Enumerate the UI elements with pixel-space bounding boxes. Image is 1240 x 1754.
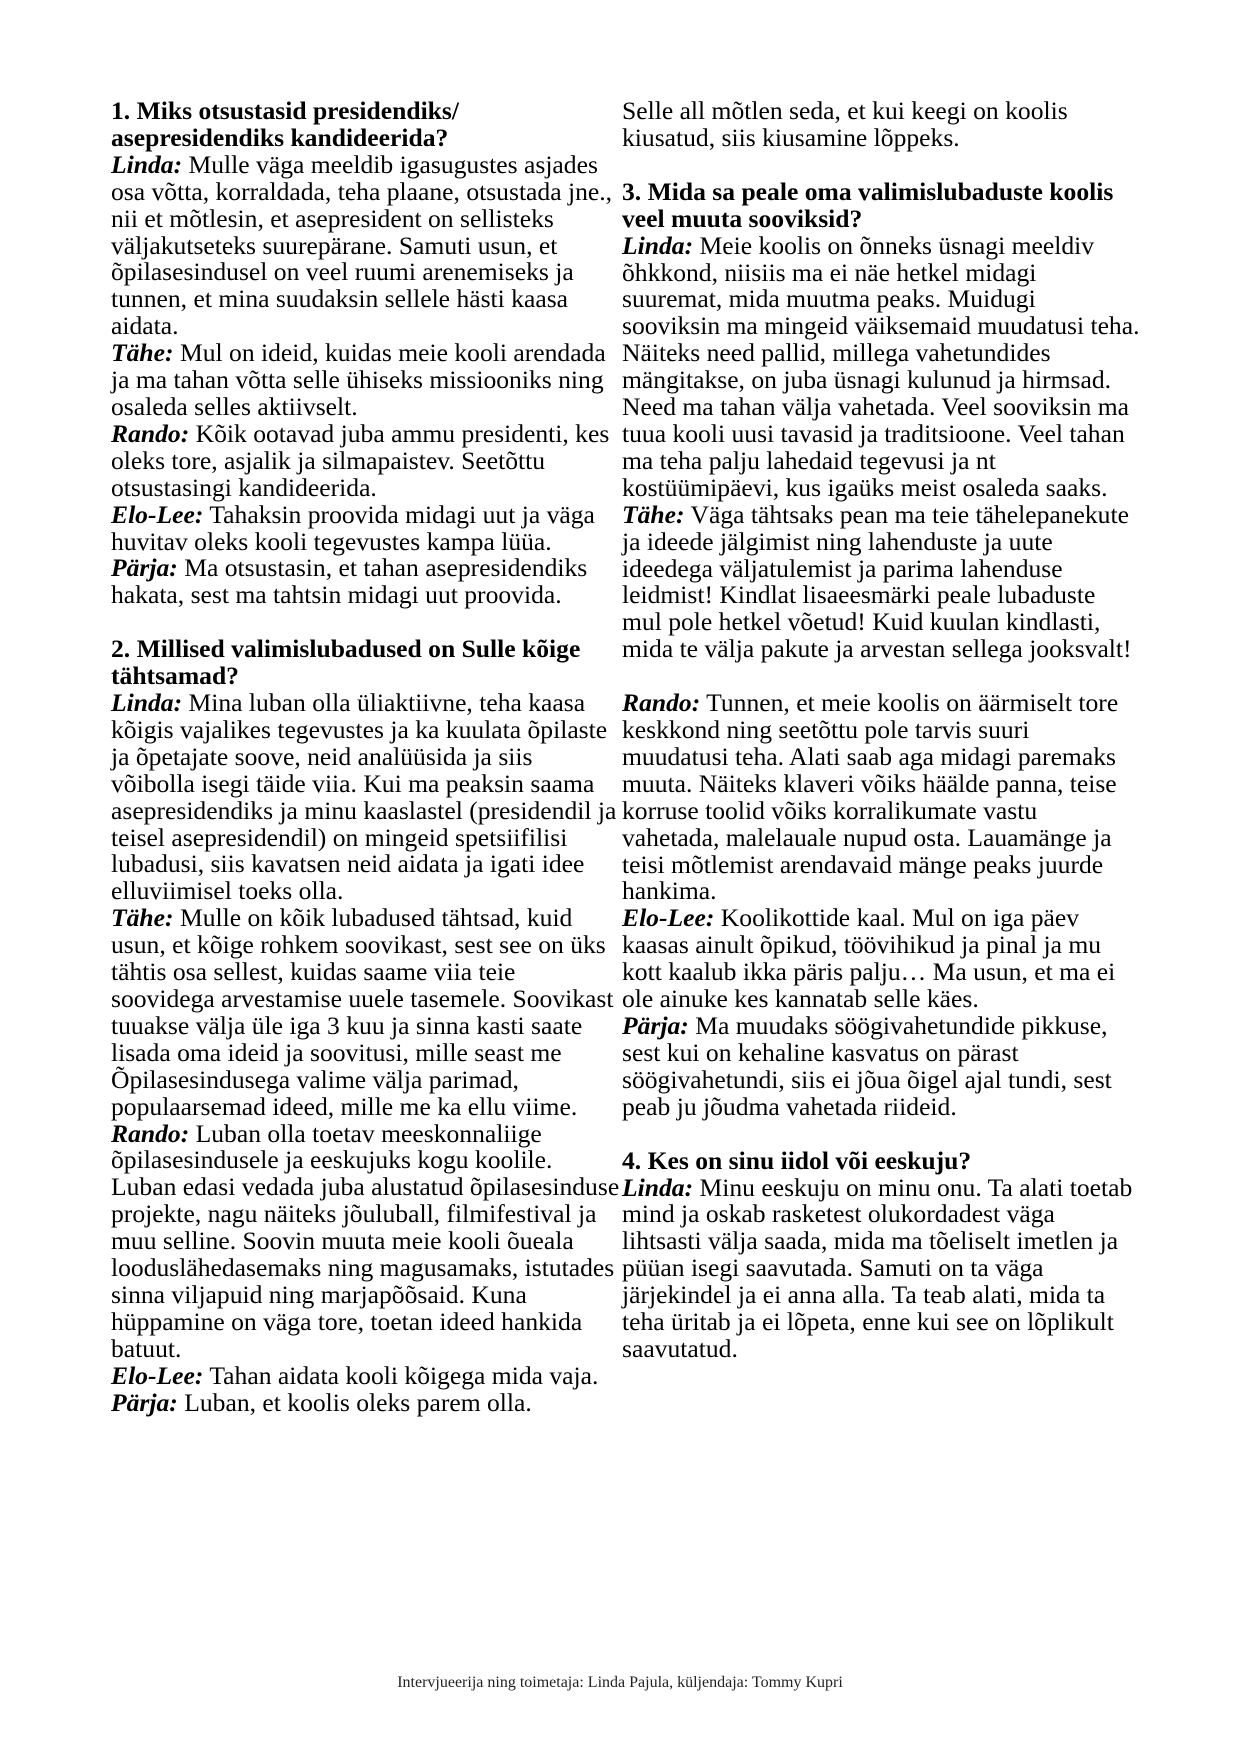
- speaker-name: Linda:: [622, 1172, 694, 1202]
- answer-q3-tahe: [622, 499, 1140, 664]
- answer-text: Ma muudaks söögivahetundide pikkuse, sest kui on kehaline kasvatus on pärast söögivahetundi, siis ei jõua õigel ajal tundi, sest peab ju jõudma vahetada riideid.: [622, 1011, 1112, 1121]
- right-column: [622, 98, 1140, 1363]
- answer-q1-parja: [111, 555, 620, 609]
- answer-text: Tahaksin proovida midagi uut ja väga huvitav oleks kooli tegevustes kampa lüüa.: [111, 499, 595, 556]
- question-4-heading: 4. Kes on sinu iidol või eeskuju?: [622, 1145, 972, 1175]
- answer-q3-elo-lee: [622, 905, 1140, 1013]
- answer-q4-linda: [622, 1172, 1140, 1363]
- answer-text: Ma otsustasin, et tahan asepresidendiks hakata, sest ma tahtsin midagi uut proovida.: [111, 553, 588, 610]
- answer-q1-linda: [111, 149, 620, 341]
- answer-q1-tahe: [111, 340, 620, 421]
- speaker-name: Rando:: [622, 688, 701, 718]
- speaker-name: Tähe:: [111, 338, 174, 368]
- answer-q2-rando: [111, 1118, 620, 1363]
- answer-q2-parja-continued: Selle all mõtlen seda, et kui keegi on koolis kiusatud, siis kiusamine lõppeks.: [622, 96, 1068, 152]
- speaker-name: Linda:: [622, 230, 694, 260]
- answer-text: Mina luban olla üliaktiivne, teha kaasa kõigis vajalikes tegevustes ja ka kuulata õpilaste ja õpetajate soove, neid analüüsida ja siis võibolla isegi täide viia. Kui ma peaksin saama asepresidendiks ja minu kaaslastel (presidendil ja teisel asepresidendil) on mingeid spetsiifilisi lubadusi, siis kavatsen neid aidata ja igati idee elluviimisel toeks olla.: [111, 688, 617, 906]
- spacer: [622, 663, 1140, 690]
- answer-q1-rando: [111, 418, 620, 502]
- page-footer: Intervjueerija ning toimetaja: Linda Pajula, küljendaja: Tommy Kupri: [397, 1674, 843, 1691]
- answer-text: Mul on ideid, kuidas meie kooli arendada ja ma tahan võtta selle ühiseks missiooniks ning osaleda selles aktiivselt.: [111, 338, 606, 421]
- spacer: [622, 1121, 1140, 1148]
- answer-q2-linda: [111, 690, 620, 905]
- left-column: [111, 98, 620, 1417]
- answer-text: Mulle väga meeldib igasugustes asjades osa võtta, korraldada, teha plaane, otsustada jne., nii et mõtlesin, et asepresident on sellisteks väljakutseteks suurepärane. Samuti usun, et õpilasesindusel on veel ruumi arenemiseks ja tunnen, et mina suudaksin sellele hästi kaasa aidata.: [111, 149, 613, 341]
- speaker-name: Rando:: [111, 418, 190, 448]
- answer-q1-elo-lee: [111, 499, 620, 556]
- answer-q3-parja: [622, 1013, 1140, 1121]
- speaker-name: Elo-Lee:: [111, 499, 204, 529]
- speaker-name: Tähe:: [622, 499, 685, 529]
- answer-q2-tahe: [111, 905, 620, 1120]
- speaker-name: Tähe:: [111, 903, 174, 933]
- spacer: [111, 609, 620, 636]
- answer-q2-parja: [111, 1387, 620, 1417]
- speaker-name: Linda:: [111, 149, 183, 179]
- speaker-name: Elo-Lee:: [622, 903, 715, 933]
- answer-text: Kõik ootavad juba ammu presidenti, kes oleks tore, asjalik ja silmapaistev. Seetõttu otsustasingi kandideerida.: [111, 418, 610, 502]
- answer-text: Mulle on kõik lubadused tähtsad, kuid usun, et kõige rohkem soovikast, sest see on üks tähtis osa sellest, kuidas saame viia teie soovidega arvestamise uuele tasemele. Soovikast tuuakse välja üle iga 3 kuu ja sinna kasti saate lisada oma ideid ja soovitusi, mille seast me Õpilasesindusega valime välja parimad, populaarsemad ideed, mille me ka ellu viime.: [111, 903, 614, 1121]
- answer-text: Meie koolis on õnneks üsnagi meeldiv õhkkond, niisiis ma ei näe hetkel midagi suuremat, mida muutma peaks. Muidugi sooviksin ma mingeid väiksemaid muudatusi teha. Näiteks need pallid, millega vahetundides mängitakse, on juba üsnagi kulunud ja hirmsad. Need ma tahan välja vahetada. Veel sooviksin ma tuua kooli uusi tavasid ja traditsioone. Veel tahan ma teha palju lahedaid tegevusi ja nt kostüümipäevi, kus igaüks meist osaleda saaks.: [622, 230, 1140, 502]
- speaker-name: Pärja:: [111, 553, 178, 583]
- speaker-name: Elo-Lee:: [111, 1360, 204, 1390]
- answer-q3-linda: [622, 230, 1140, 502]
- question-1-heading: 1. Miks otsustasid presidendiks/ asepresidendiks kandideerida?: [111, 96, 459, 152]
- answer-text: Luban olla toetav meeskonnaliige õpilasesindusele ja eeskujuks kogu koolile. Luban edasi vedada juba alustatud õpilasesinduse projekte, nagu näiteks jõuluball, filmifestival ja muu selline. Soovin muuta meie kooli õueala looduslähedasemaks ning magusamaks, istutades sinna viljapuid ning marjapõõsaid. Kuna hüppamine on väga tore, toetan ideed hankida batuut.: [111, 1118, 620, 1363]
- speaker-name: Rando:: [111, 1118, 190, 1148]
- answer-q3-rando: [622, 690, 1140, 905]
- question-2-heading: 2. Millised valimislubadused on Sulle kõige tähtsamad?: [111, 634, 581, 691]
- answer-text: Koolikottide kaal. Mul on iga päev kaasas ainult õpikud, töövihikud ja pinal ja mu kott kaalub ikka päris palju… Ma usun, et ma ei ole ainuke kes kannatab selle käes.: [622, 903, 1116, 1014]
- question-3-heading: 3. Mida sa peale oma valimislubaduste koolis veel muuta sooviksid?: [622, 176, 1114, 233]
- answer-text: Tahan aidata kooli kõigega mida vaja.: [203, 1360, 599, 1390]
- speaker-name: Pärja:: [622, 1011, 689, 1040]
- spacer: [622, 152, 1140, 179]
- speaker-name: Pärja:: [111, 1387, 178, 1417]
- speaker-name: Linda:: [111, 688, 183, 718]
- answer-text: Väga tähtsaks pean ma teie tähelepanekute ja ideede jälgimist ning lahenduste ja uute ideedega väljatulemist ja parima lahenduse leidmist! Kindlat lisaeesmärki peale lubaduste mul pole hetkel võetud! Kuid kuulan kindlasti, mida te välja pakute ja arvestan sellega jooksvalt!: [622, 499, 1132, 664]
- answer-q2-elo-lee: [111, 1360, 620, 1390]
- answer-text: Luban, et koolis oleks parem olla.: [177, 1387, 532, 1417]
- answer-text: Tunnen, et meie koolis on äärmiselt tore keskkond ning seetõttu pole tarvis suuri muudatusi teha. Alati saab aga midagi paremaks muuta. Näiteks klaveri võiks häälde panna, teise korruse toolid võiks korralikumate vastu vahetada, malelauale nupud osta. Lauamänge ja teisi mõtlemist arendavaid mänge peaks juurde hankima.: [622, 688, 1119, 906]
- answer-text: Minu eeskuju on minu onu. Ta alati toetab mind ja oskab rasketest olukordadest väga lihtsasti välja saada, mida ma tõeliselt imetlen ja püüan isegi saavutada. Samuti on ta väga järjekindel ja ei anna alla. Ta teab alati, mida ta teha üritab ja ei lõpeta, enne kui see on lõplikult saavutatud.: [622, 1172, 1133, 1363]
